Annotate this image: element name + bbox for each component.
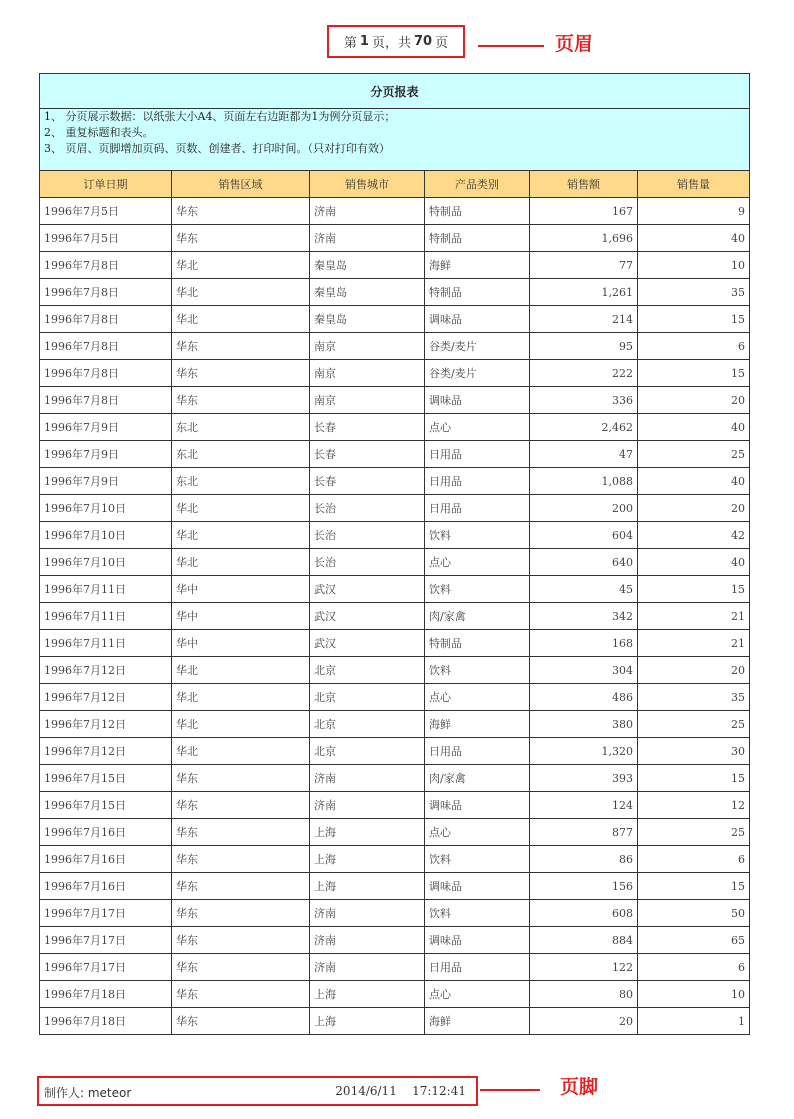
sales-amount-cell: 304 — [530, 657, 638, 684]
region-cell: 华北 — [172, 684, 310, 711]
category-cell: 调味品 — [425, 792, 530, 819]
city-cell: 秦皇岛 — [310, 252, 425, 279]
category-cell: 肉/家禽 — [425, 603, 530, 630]
print-time: 17:12:41 — [412, 1084, 466, 1098]
city-cell: 秦皇岛 — [310, 279, 425, 306]
header-callout-label: 页眉 — [555, 33, 594, 55]
sales-amount-cell: 342 — [530, 603, 638, 630]
sales-amount-cell: 47 — [530, 441, 638, 468]
footer-callout-line — [480, 1089, 540, 1091]
city-cell: 上海 — [310, 873, 425, 900]
region-cell: 华东 — [172, 333, 310, 360]
city-cell: 北京 — [310, 738, 425, 765]
column-header-region: 销售区域 — [172, 171, 310, 198]
sales-amount-cell: 20 — [530, 1008, 638, 1035]
sales-amount-cell: 95 — [530, 333, 638, 360]
sales-amount-cell: 200 — [530, 495, 638, 522]
sales-amount-cell: 1,088 — [530, 468, 638, 495]
page-footer — [37, 1076, 478, 1106]
sales-amount-cell: 45 — [530, 576, 638, 603]
sales-amount-cell: 80 — [530, 981, 638, 1008]
category-cell: 点心 — [425, 549, 530, 576]
column-header-city: 销售城市 — [310, 171, 425, 198]
city-cell: 武汉 — [310, 630, 425, 657]
city-cell: 济南 — [310, 225, 425, 252]
note-line: 1、 分页展示数据：以纸张大小A4、页面左右边距都为1为例分页显示； — [44, 110, 396, 123]
sales-amount-cell: 1,320 — [530, 738, 638, 765]
table-row — [40, 360, 750, 387]
sales-amount-cell: 486 — [530, 684, 638, 711]
region-cell: 华北 — [172, 279, 310, 306]
sales-amount-cell: 2,462 — [530, 414, 638, 441]
sales-quantity-cell: 12 — [638, 792, 750, 819]
city-cell: 上海 — [310, 846, 425, 873]
city-cell: 上海 — [310, 819, 425, 846]
region-cell: 华东 — [172, 900, 310, 927]
order-date-cell: 1996年7月9日 — [40, 468, 172, 495]
sales-quantity-cell: 15 — [638, 576, 750, 603]
page-prefix: 第 — [343, 36, 357, 51]
city-cell: 南京 — [310, 333, 425, 360]
order-date-cell: 1996年7月16日 — [40, 873, 172, 900]
city-cell: 长春 — [310, 468, 425, 495]
region-cell: 华北 — [172, 657, 310, 684]
order-date-cell: 1996年7月16日 — [40, 819, 172, 846]
sales-amount-cell: 214 — [530, 306, 638, 333]
table-row — [40, 468, 750, 495]
report-maker: 制作人: meteor — [44, 1086, 132, 1100]
sales-quantity-cell: 1 — [638, 1008, 750, 1035]
sales-quantity-cell: 15 — [638, 765, 750, 792]
sales-amount-cell: 122 — [530, 954, 638, 981]
region-cell: 华中 — [172, 630, 310, 657]
order-date-cell: 1996年7月12日 — [40, 738, 172, 765]
order-date-cell: 1996年7月17日 — [40, 927, 172, 954]
sales-amount-cell: 167 — [530, 198, 638, 225]
region-cell: 华东 — [172, 225, 310, 252]
table-row — [40, 279, 750, 306]
page-header — [327, 25, 465, 58]
order-date-cell: 1996年7月15日 — [40, 792, 172, 819]
current-page-number: 1 — [359, 34, 369, 49]
order-date-cell: 1996年7月10日 — [40, 522, 172, 549]
order-date-cell: 1996年7月11日 — [40, 576, 172, 603]
category-cell: 点心 — [425, 981, 530, 1008]
order-date-cell: 1996年7月8日 — [40, 387, 172, 414]
sales-quantity-cell: 21 — [638, 630, 750, 657]
sales-quantity-cell: 15 — [638, 360, 750, 387]
category-cell: 特制品 — [425, 225, 530, 252]
print-date: 2014/6/11 — [335, 1084, 397, 1098]
category-cell: 特制品 — [425, 630, 530, 657]
table-row — [40, 846, 750, 873]
report-table — [39, 73, 750, 1035]
table-row — [40, 900, 750, 927]
sales-quantity-cell: 65 — [638, 927, 750, 954]
sales-quantity-cell: 25 — [638, 441, 750, 468]
category-cell: 海鲜 — [425, 711, 530, 738]
sales-amount-cell: 1,261 — [530, 279, 638, 306]
note-line: 3、 页眉、页脚增加页码、页数、创建者、打印时间。（只对打印有效） — [44, 142, 390, 155]
note-line: 2、 重复标题和表头。 — [44, 126, 154, 139]
order-date-cell: 1996年7月10日 — [40, 549, 172, 576]
order-date-cell: 1996年7月17日 — [40, 954, 172, 981]
table-row — [40, 765, 750, 792]
region-cell: 华北 — [172, 252, 310, 279]
table-row — [40, 549, 750, 576]
order-date-cell: 1996年7月8日 — [40, 306, 172, 333]
region-cell: 华东 — [172, 1008, 310, 1035]
sales-amount-cell: 86 — [530, 846, 638, 873]
region-cell: 华北 — [172, 549, 310, 576]
order-date-cell: 1996年7月5日 — [40, 198, 172, 225]
sales-amount-cell: 168 — [530, 630, 638, 657]
order-date-cell: 1996年7月17日 — [40, 900, 172, 927]
table-row — [40, 252, 750, 279]
category-cell: 调味品 — [425, 387, 530, 414]
region-cell: 华中 — [172, 576, 310, 603]
order-date-cell: 1996年7月8日 — [40, 333, 172, 360]
category-cell: 日用品 — [425, 468, 530, 495]
region-cell: 华北 — [172, 495, 310, 522]
table-row — [40, 387, 750, 414]
sales-quantity-cell: 15 — [638, 873, 750, 900]
city-cell: 上海 — [310, 981, 425, 1008]
region-cell: 东北 — [172, 468, 310, 495]
sales-quantity-cell: 40 — [638, 549, 750, 576]
sales-quantity-cell: 40 — [638, 225, 750, 252]
table-row — [40, 495, 750, 522]
city-cell: 南京 — [310, 360, 425, 387]
category-cell: 调味品 — [425, 927, 530, 954]
category-cell: 调味品 — [425, 873, 530, 900]
sales-amount-cell: 393 — [530, 765, 638, 792]
category-cell: 谷类/麦片 — [425, 360, 530, 387]
category-cell: 海鲜 — [425, 252, 530, 279]
order-date-cell: 1996年7月18日 — [40, 1008, 172, 1035]
sales-quantity-cell: 10 — [638, 252, 750, 279]
city-cell: 武汉 — [310, 603, 425, 630]
sales-quantity-cell: 35 — [638, 684, 750, 711]
category-cell: 调味品 — [425, 306, 530, 333]
sales-quantity-cell: 35 — [638, 279, 750, 306]
city-cell: 长治 — [310, 549, 425, 576]
order-date-cell: 1996年7月11日 — [40, 603, 172, 630]
sales-quantity-cell: 20 — [638, 657, 750, 684]
sales-quantity-cell: 6 — [638, 846, 750, 873]
report-body — [40, 198, 750, 1035]
sales-amount-cell: 877 — [530, 819, 638, 846]
city-cell: 北京 — [310, 711, 425, 738]
category-cell: 日用品 — [425, 738, 530, 765]
region-cell: 华北 — [172, 738, 310, 765]
region-cell: 华东 — [172, 873, 310, 900]
sales-amount-cell: 222 — [530, 360, 638, 387]
city-cell: 济南 — [310, 198, 425, 225]
city-cell: 济南 — [310, 954, 425, 981]
table-row — [40, 333, 750, 360]
column-header-sales-quantity: 销售量 — [638, 171, 750, 198]
sales-amount-cell: 156 — [530, 873, 638, 900]
category-cell: 饮料 — [425, 900, 530, 927]
city-cell: 济南 — [310, 792, 425, 819]
order-date-cell: 1996年7月9日 — [40, 414, 172, 441]
sales-amount-cell: 336 — [530, 387, 638, 414]
table-row — [40, 684, 750, 711]
region-cell: 华东 — [172, 819, 310, 846]
table-row — [40, 873, 750, 900]
footer-callout-label: 页脚 — [560, 1076, 599, 1098]
order-date-cell: 1996年7月12日 — [40, 711, 172, 738]
sales-quantity-cell: 21 — [638, 603, 750, 630]
page-suffix: 页 — [435, 36, 449, 51]
table-row — [40, 927, 750, 954]
city-cell: 长治 — [310, 495, 425, 522]
region-cell: 华东 — [172, 198, 310, 225]
order-date-cell: 1996年7月8日 — [40, 252, 172, 279]
category-cell: 日用品 — [425, 495, 530, 522]
column-header-category: 产品类别 — [425, 171, 530, 198]
table-row — [40, 522, 750, 549]
sales-quantity-cell: 20 — [638, 495, 750, 522]
sales-quantity-cell: 6 — [638, 954, 750, 981]
sales-quantity-cell: 50 — [638, 900, 750, 927]
table-row — [40, 306, 750, 333]
city-cell: 北京 — [310, 657, 425, 684]
category-cell: 肉/家禽 — [425, 765, 530, 792]
region-cell: 东北 — [172, 441, 310, 468]
region-cell: 华东 — [172, 846, 310, 873]
table-row — [40, 954, 750, 981]
table-row — [40, 711, 750, 738]
region-cell: 华东 — [172, 927, 310, 954]
sales-amount-cell: 604 — [530, 522, 638, 549]
sales-quantity-cell: 20 — [638, 387, 750, 414]
order-date-cell: 1996年7月15日 — [40, 765, 172, 792]
table-row — [40, 441, 750, 468]
city-cell: 上海 — [310, 1008, 425, 1035]
table-row — [40, 981, 750, 1008]
category-cell: 饮料 — [425, 846, 530, 873]
category-cell: 点心 — [425, 819, 530, 846]
order-date-cell: 1996年7月5日 — [40, 225, 172, 252]
column-header-row — [40, 171, 750, 198]
category-cell: 谷类/麦片 — [425, 333, 530, 360]
order-date-cell: 1996年7月16日 — [40, 846, 172, 873]
sales-quantity-cell: 6 — [638, 333, 750, 360]
column-header-order-date: 订单日期 — [40, 171, 172, 198]
header-callout-line — [478, 45, 544, 47]
sales-quantity-cell: 40 — [638, 414, 750, 441]
region-cell: 华北 — [172, 522, 310, 549]
category-cell: 饮料 — [425, 576, 530, 603]
order-date-cell: 1996年7月9日 — [40, 441, 172, 468]
city-cell: 秦皇岛 — [310, 306, 425, 333]
sales-quantity-cell: 40 — [638, 468, 750, 495]
table-row — [40, 792, 750, 819]
table-row — [40, 414, 750, 441]
category-cell: 饮料 — [425, 522, 530, 549]
order-date-cell: 1996年7月12日 — [40, 684, 172, 711]
order-date-cell: 1996年7月8日 — [40, 360, 172, 387]
order-date-cell: 1996年7月12日 — [40, 657, 172, 684]
report-title: 分页报表 — [40, 74, 750, 109]
sales-quantity-cell: 25 — [638, 711, 750, 738]
region-cell: 东北 — [172, 414, 310, 441]
category-cell: 特制品 — [425, 279, 530, 306]
sales-amount-cell: 640 — [530, 549, 638, 576]
sales-quantity-cell: 15 — [638, 306, 750, 333]
category-cell: 点心 — [425, 414, 530, 441]
category-cell: 日用品 — [425, 441, 530, 468]
sales-amount-cell: 380 — [530, 711, 638, 738]
sales-quantity-cell: 10 — [638, 981, 750, 1008]
region-cell: 华北 — [172, 711, 310, 738]
table-row — [40, 198, 750, 225]
city-cell: 武汉 — [310, 576, 425, 603]
table-row — [40, 603, 750, 630]
region-cell: 华东 — [172, 360, 310, 387]
sales-amount-cell: 884 — [530, 927, 638, 954]
sales-amount-cell: 124 — [530, 792, 638, 819]
column-header-sales-amount: 销售额 — [530, 171, 638, 198]
city-cell: 济南 — [310, 900, 425, 927]
sales-quantity-cell: 30 — [638, 738, 750, 765]
sales-amount-cell: 77 — [530, 252, 638, 279]
region-cell: 华东 — [172, 981, 310, 1008]
sales-amount-cell: 1,696 — [530, 225, 638, 252]
table-row — [40, 225, 750, 252]
page-middle-text: 页，共 — [371, 36, 411, 51]
city-cell: 济南 — [310, 927, 425, 954]
report-notes — [40, 109, 750, 171]
table-row — [40, 1008, 750, 1035]
region-cell: 华东 — [172, 387, 310, 414]
city-cell: 济南 — [310, 765, 425, 792]
table-row — [40, 657, 750, 684]
city-cell: 南京 — [310, 387, 425, 414]
category-cell: 海鲜 — [425, 1008, 530, 1035]
city-cell: 长春 — [310, 414, 425, 441]
sales-quantity-cell: 25 — [638, 819, 750, 846]
total-pages-number: 70 — [413, 34, 433, 49]
region-cell: 华中 — [172, 603, 310, 630]
category-cell: 日用品 — [425, 954, 530, 981]
city-cell: 长春 — [310, 441, 425, 468]
order-date-cell: 1996年7月18日 — [40, 981, 172, 1008]
table-row — [40, 738, 750, 765]
category-cell: 点心 — [425, 684, 530, 711]
order-date-cell: 1996年7月11日 — [40, 630, 172, 657]
table-row — [40, 630, 750, 657]
region-cell: 华东 — [172, 765, 310, 792]
table-row — [40, 576, 750, 603]
category-cell: 饮料 — [425, 657, 530, 684]
sales-quantity-cell: 42 — [638, 522, 750, 549]
city-cell: 长治 — [310, 522, 425, 549]
category-cell: 特制品 — [425, 198, 530, 225]
sales-amount-cell: 608 — [530, 900, 638, 927]
print-timestamp — [335, 1084, 466, 1098]
region-cell: 华东 — [172, 954, 310, 981]
region-cell: 华北 — [172, 306, 310, 333]
sales-quantity-cell: 9 — [638, 198, 750, 225]
order-date-cell: 1996年7月8日 — [40, 279, 172, 306]
order-date-cell: 1996年7月10日 — [40, 495, 172, 522]
region-cell: 华东 — [172, 792, 310, 819]
city-cell: 北京 — [310, 684, 425, 711]
table-row — [40, 819, 750, 846]
